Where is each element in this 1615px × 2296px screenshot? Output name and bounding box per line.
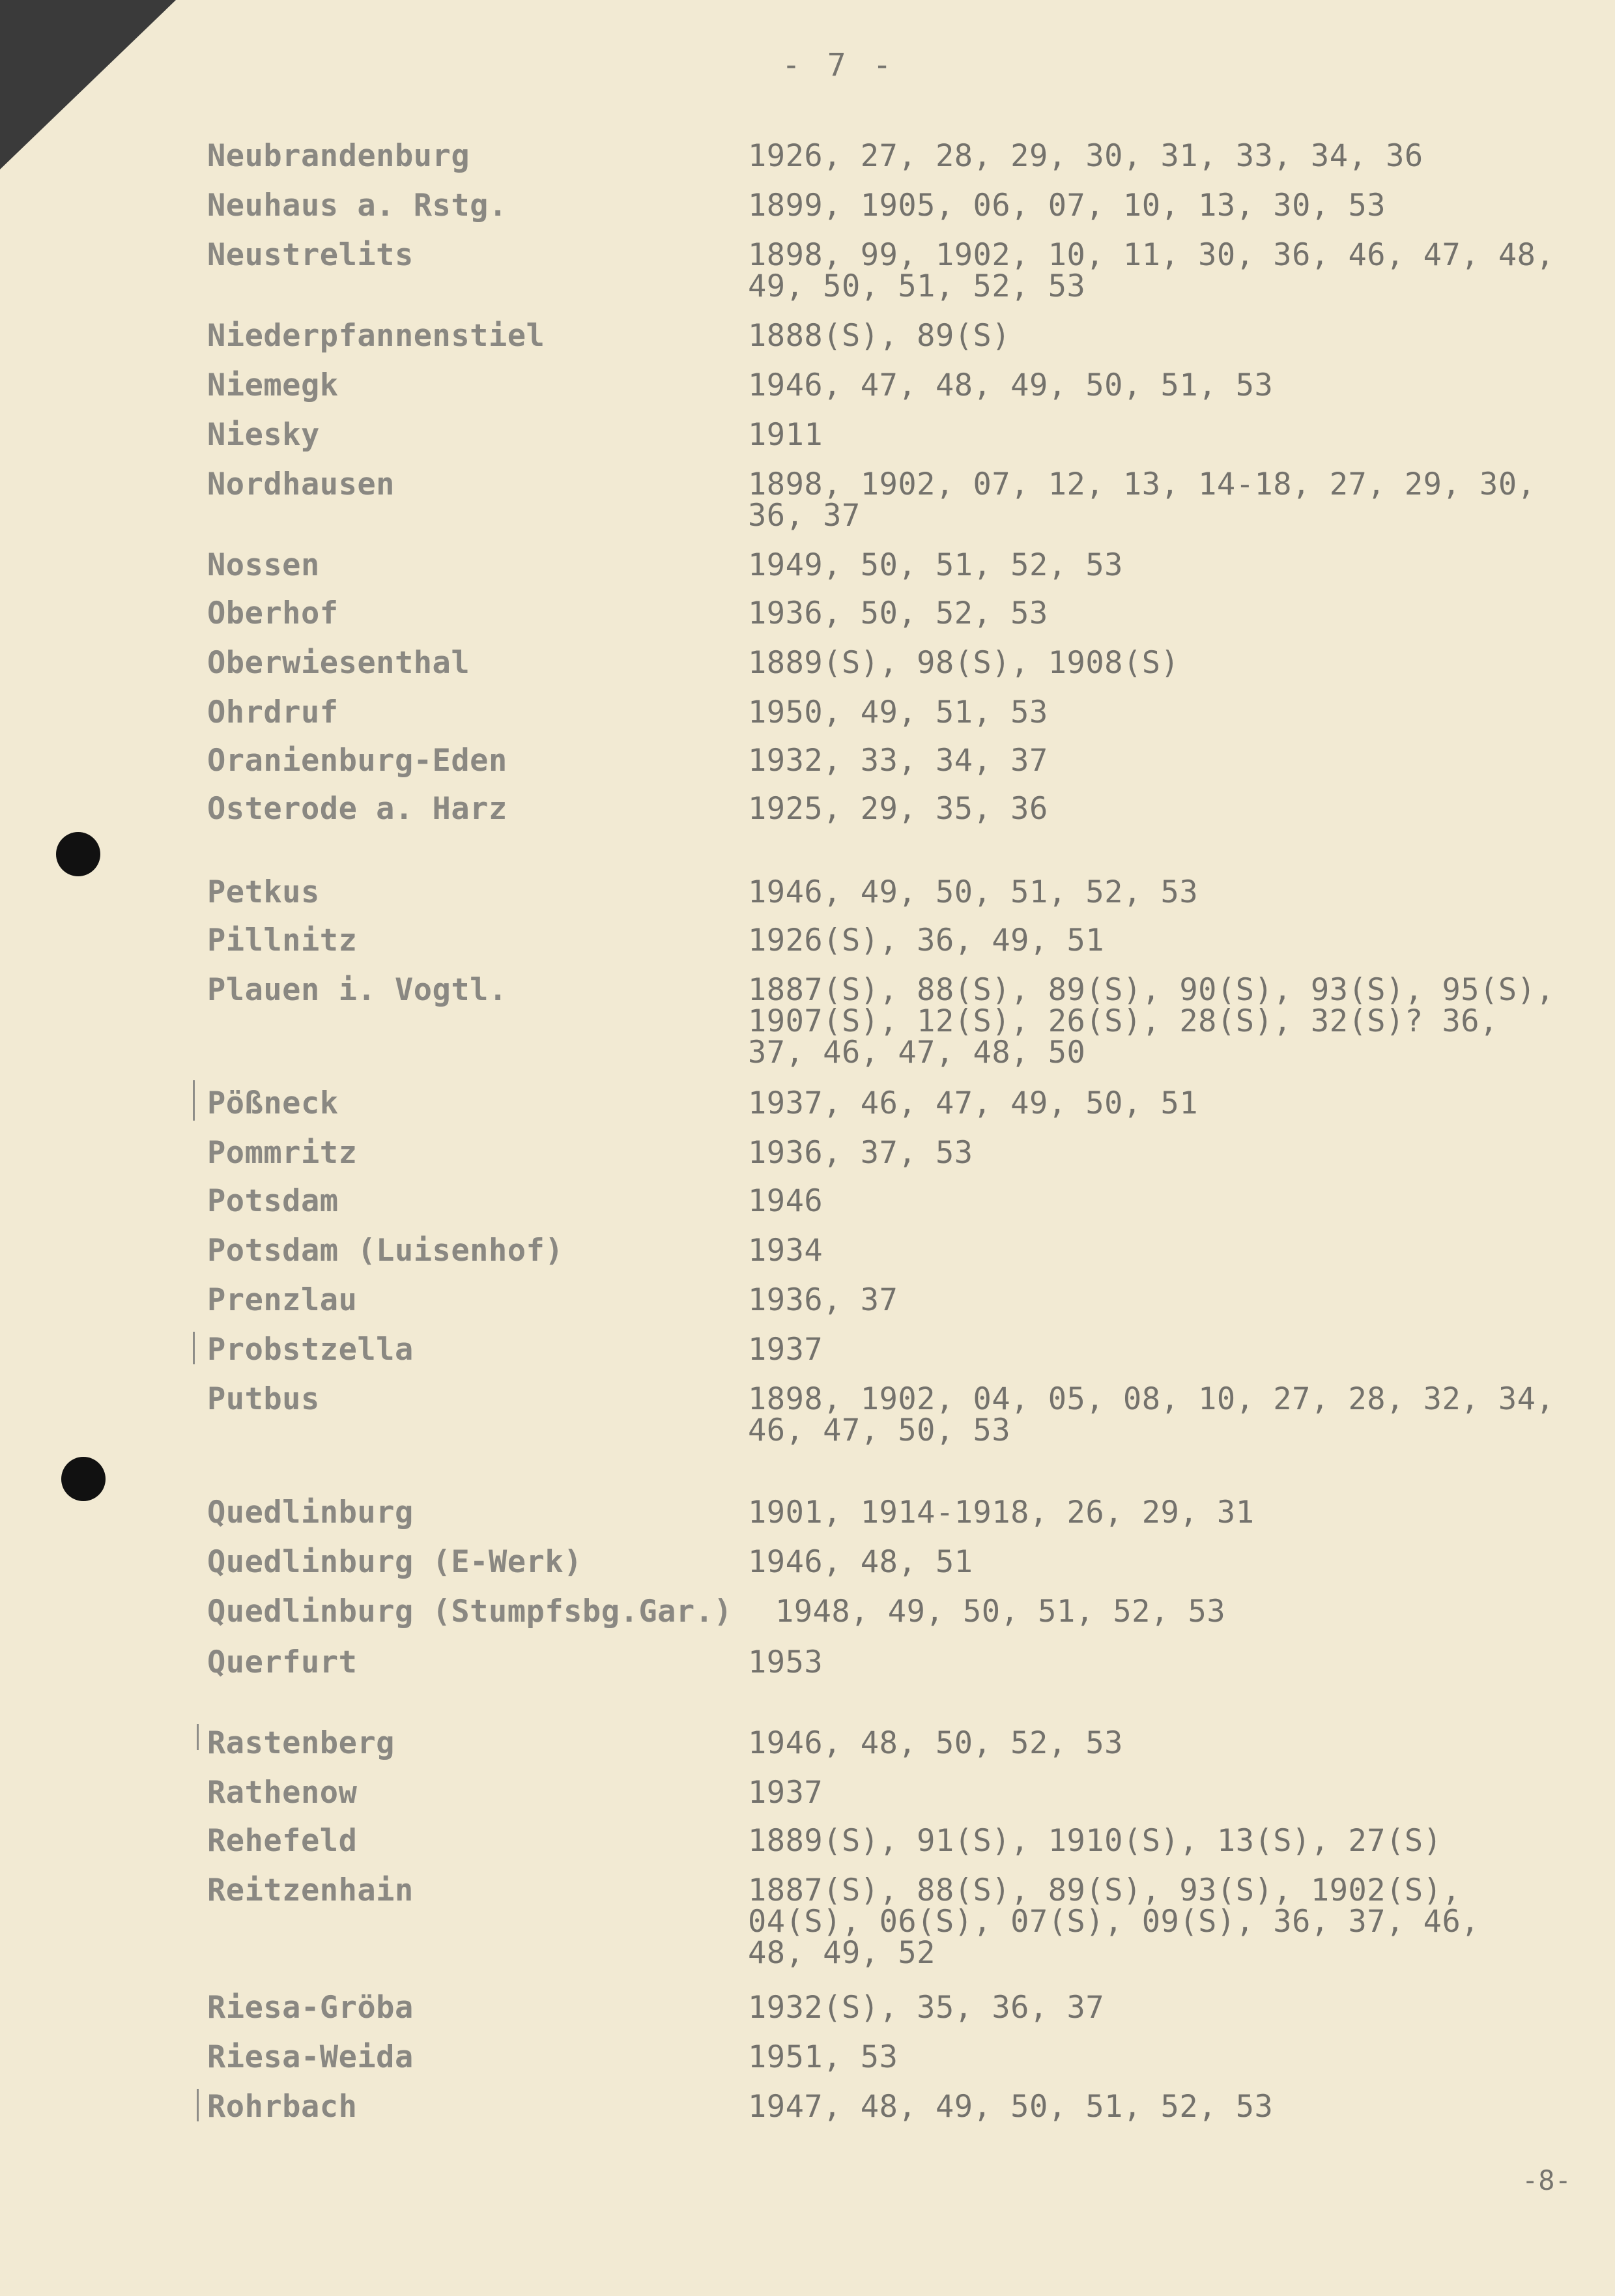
place-name: Potsdam [207, 1183, 339, 1219]
year-list: 1898, 1902, 07, 12, 13, 14-18, 27, 29, 30, 36, 37 [748, 466, 1536, 534]
place-name: Pößneck [207, 1085, 339, 1121]
year-list: 1946, 48, 51 [748, 1544, 973, 1580]
place-name: Quedlinburg (E-Werk) [207, 1544, 582, 1580]
place-name: Riesa-Weida [207, 2039, 414, 2075]
year-list: 1898, 99, 1902, 10, 11, 30, 36, 46, 47, 48, 49, 50, 51, 52, 53 [748, 237, 1555, 304]
year-list: 1950, 49, 51, 53 [748, 695, 1048, 730]
place-name: Osterode a. Harz [207, 791, 507, 827]
place-name: Pommritz [207, 1135, 358, 1171]
place-name: Neustrelits [207, 237, 414, 273]
place-name: Rohrbach [207, 2089, 358, 2125]
place-name: Petkus [207, 874, 320, 910]
year-list: 1947, 48, 49, 50, 51, 52, 53 [748, 2089, 1274, 2125]
place-name: Querfurt [207, 1644, 358, 1680]
year-list: 1946, 48, 50, 52, 53 [748, 1725, 1123, 1761]
place-name: Putbus [207, 1381, 320, 1417]
year-list: 1936, 50, 52, 53 [748, 596, 1048, 631]
place-name: Oranienburg-Eden [207, 743, 507, 779]
year-list: 1888(S), 89(S) [748, 318, 1011, 354]
year-list: 1946, 47, 48, 49, 50, 51, 53 [748, 367, 1274, 403]
year-list: 1937, 46, 47, 49, 50, 51 [748, 1085, 1199, 1121]
place-name: Plauen i. Vogtl. [207, 972, 507, 1008]
year-list: 1926, 27, 28, 29, 30, 31, 33, 34, 36 [748, 138, 1423, 174]
year-list: 1934 [748, 1233, 823, 1269]
year-list: 1951, 53 [748, 2039, 898, 2075]
place-name: Rathenow [207, 1775, 358, 1811]
year-list: 1949, 50, 51, 52, 53 [748, 547, 1123, 583]
place-name: Potsdam (Luisenhof) [207, 1233, 564, 1269]
year-list: 1911 [748, 417, 823, 453]
place-name: Probstzella [207, 1332, 414, 1368]
year-list: 1937 [748, 1775, 823, 1811]
year-list: 1937 [748, 1332, 823, 1368]
place-name: Riesa-Gröba [207, 1990, 414, 2026]
year-list: 1936, 37, 53 [748, 1135, 973, 1171]
place-name: Niederpfannenstiel [207, 318, 545, 354]
place-name: Reitzenhain [207, 1873, 414, 1908]
year-list: 1948, 49, 50, 51, 52, 53 [775, 1594, 1226, 1629]
place-name: Niemegk [207, 367, 339, 403]
page-number: - 7 - [782, 47, 896, 83]
place-name: Nossen [207, 547, 320, 583]
place-name: Neubrandenburg [207, 138, 470, 174]
year-list: 1899, 1905, 06, 07, 10, 13, 30, 53 [748, 188, 1386, 223]
place-name: Oberhof [207, 596, 339, 631]
year-list: 1926(S), 36, 49, 51 [748, 923, 1105, 958]
year-list: 1953 [748, 1644, 823, 1680]
place-name: Quedlinburg (Stumpfsbg.Gar.) [207, 1594, 733, 1629]
year-list: 1932(S), 35, 36, 37 [748, 1990, 1105, 2026]
year-list: 1887(S), 88(S), 89(S), 93(S), 1902(S), 04(S), 06(S), 07(S), 09(S), 36, 37, 46, 48, 49, 52 [748, 1873, 1480, 1971]
place-name: Oberwiesenthal [207, 645, 470, 681]
place-name: Neuhaus a. Rstg. [207, 188, 507, 223]
place-name: Prenzlau [207, 1282, 358, 1318]
place-name: Quedlinburg [207, 1495, 414, 1530]
year-list: 1887(S), 88(S), 89(S), 90(S), 93(S), 95(S), 1907(S), 12(S), 26(S), 28(S), 32(S)? 36, 37, 46, 47, 48, 50 [748, 972, 1555, 1070]
year-list: 1936, 37 [748, 1282, 898, 1318]
place-name: Niesky [207, 417, 320, 453]
year-list: 1889(S), 91(S), 1910(S), 13(S), 27(S) [748, 1823, 1442, 1859]
year-list: 1898, 1902, 04, 05, 08, 10, 27, 28, 32, 34, 46, 47, 50, 53 [748, 1381, 1555, 1448]
place-name: Nordhausen [207, 466, 395, 502]
place-name: Rehefeld [207, 1823, 358, 1859]
year-list: 1889(S), 98(S), 1908(S) [748, 645, 1180, 681]
year-list: 1946 [748, 1183, 823, 1219]
place-name: Ohrdruf [207, 695, 339, 730]
next-page-marker: -8- [1522, 2164, 1571, 2196]
year-list: 1925, 29, 35, 36 [748, 791, 1048, 827]
place-name: Pillnitz [207, 923, 358, 958]
place-name: Rastenberg [207, 1725, 395, 1761]
year-list: 1932, 33, 34, 37 [748, 743, 1048, 779]
year-list: 1901, 1914-1918, 26, 29, 31 [748, 1495, 1255, 1530]
year-list: 1946, 49, 50, 51, 52, 53 [748, 874, 1199, 910]
